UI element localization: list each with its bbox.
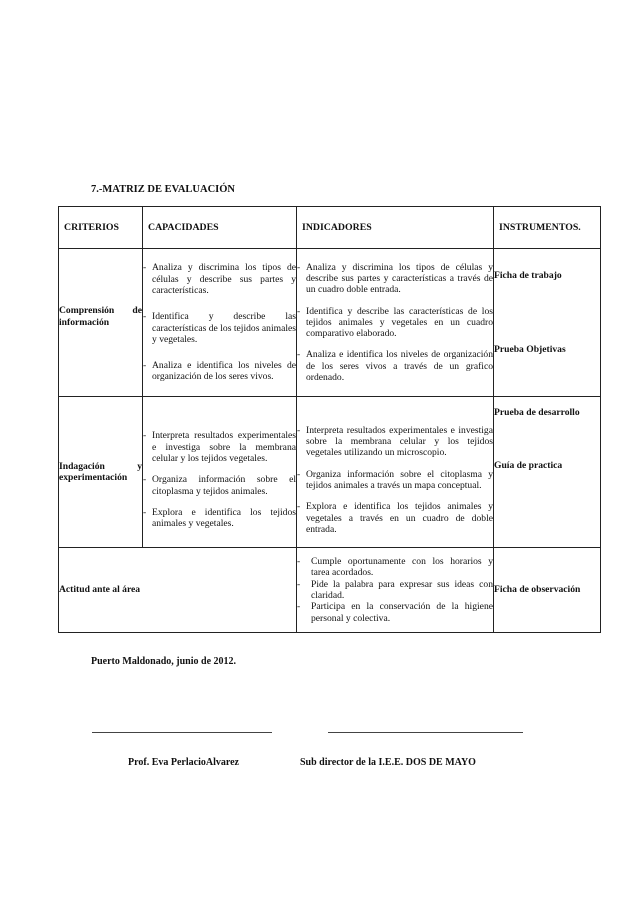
list-item: - Identifica y describe las características de los tejidos animales y vegetales en un cuadro comparativo elaborado. [297, 305, 493, 340]
instrumentos-cell [494, 249, 601, 397]
header-instrumentos: INSTRUMENTOS. [494, 207, 601, 249]
list-item: - Interpreta resultados experimentales e investiga sobre la membrana celular y los tejidos vegetales. [143, 430, 296, 465]
table-row [59, 397, 601, 548]
list-item: - Pide la palabra para expresar sus ideas con claridad. [297, 578, 493, 601]
criterio-cell [59, 249, 143, 397]
table-row [59, 548, 601, 633]
list-item: - Identifica y describe las características de los tejidos animales y vegetales. [143, 311, 296, 345]
evaluation-matrix-table [58, 206, 601, 633]
instrumento-text: Prueba de desarrollo [494, 407, 580, 418]
header-indicadores: INDICADORES [297, 207, 494, 249]
list-item: - Analiza e identifica los niveles de organización de los seres vivos. [143, 360, 296, 383]
instrumento-text: Guía de practica [494, 460, 563, 472]
list-item: - Analiza y discrimina los tipos de células y describe sus partes y características. [143, 262, 296, 296]
table-header-row [59, 207, 601, 249]
signature-name-right: Sub director de la I.E.E. DOS DE MAYO [300, 757, 476, 768]
list-item: - Cumple oportunamente con los horarios y tarea acordados. [297, 556, 493, 579]
signature-line-right [328, 732, 523, 733]
list-item: - Analiza y discrimina los tipos de células y describe sus partes y características a través de un cuadro doble entrada. [297, 261, 493, 296]
criterio-text: Actitud ante al área [59, 584, 141, 596]
instrumentos-cell [494, 548, 601, 633]
capacidades-cell [143, 249, 297, 397]
table-row [59, 249, 601, 397]
indicadores-cell [297, 548, 494, 633]
list-item: - Interpreta resultados experimentales e investiga sobre la membrana celular y los tejidos vegetales utilizando un microscopio. [297, 424, 493, 459]
list-item: - Organiza información sobre el citoplasma y tejidos animales a través un mapa conceptual. [297, 468, 493, 491]
section-title: 7.-MATRIZ DE EVALUACIÓN [91, 184, 236, 195]
list-item: - Explora e identifica los tejidos animales y vegetales. [143, 506, 296, 530]
instrumento-text: Ficha de trabajo [494, 270, 562, 282]
list-item: - Participa en la conservación de la higiene personal y colectiva. [297, 601, 493, 624]
header-capacidades: CAPACIDADES [143, 207, 297, 249]
instrumento-text: Prueba Objetivas [494, 343, 566, 355]
header-criterios: CRITERIOS [59, 207, 143, 249]
indicadores-cell [297, 397, 494, 548]
signature-name-left: Prof. Eva PerlacioAlvarez [128, 757, 239, 768]
list-item: - Analiza e identifica los niveles de organización de los seres vivos a través de un grafico ordenado. [297, 349, 493, 384]
instrumento-text: Ficha de observación [494, 584, 581, 596]
capacidades-cell [143, 397, 297, 548]
criterio-text: Comprensión de información [59, 305, 142, 328]
signature-line-left [92, 732, 272, 733]
instrumentos-cell [494, 397, 601, 548]
criterio-cell [59, 397, 143, 548]
criterio-text: Indagación y experimentación [59, 460, 142, 483]
place-date: Puerto Maldonado, junio de 2012. [91, 656, 237, 667]
list-item: - Explora e identifica los tejidos animales y vegetales a través en un cuadro de doble entrada. [297, 501, 493, 535]
indicadores-cell [297, 249, 494, 397]
list-item: - Organiza información sobre el citoplasma y tejidos animales. [143, 474, 296, 497]
criterio-cell [59, 548, 297, 633]
